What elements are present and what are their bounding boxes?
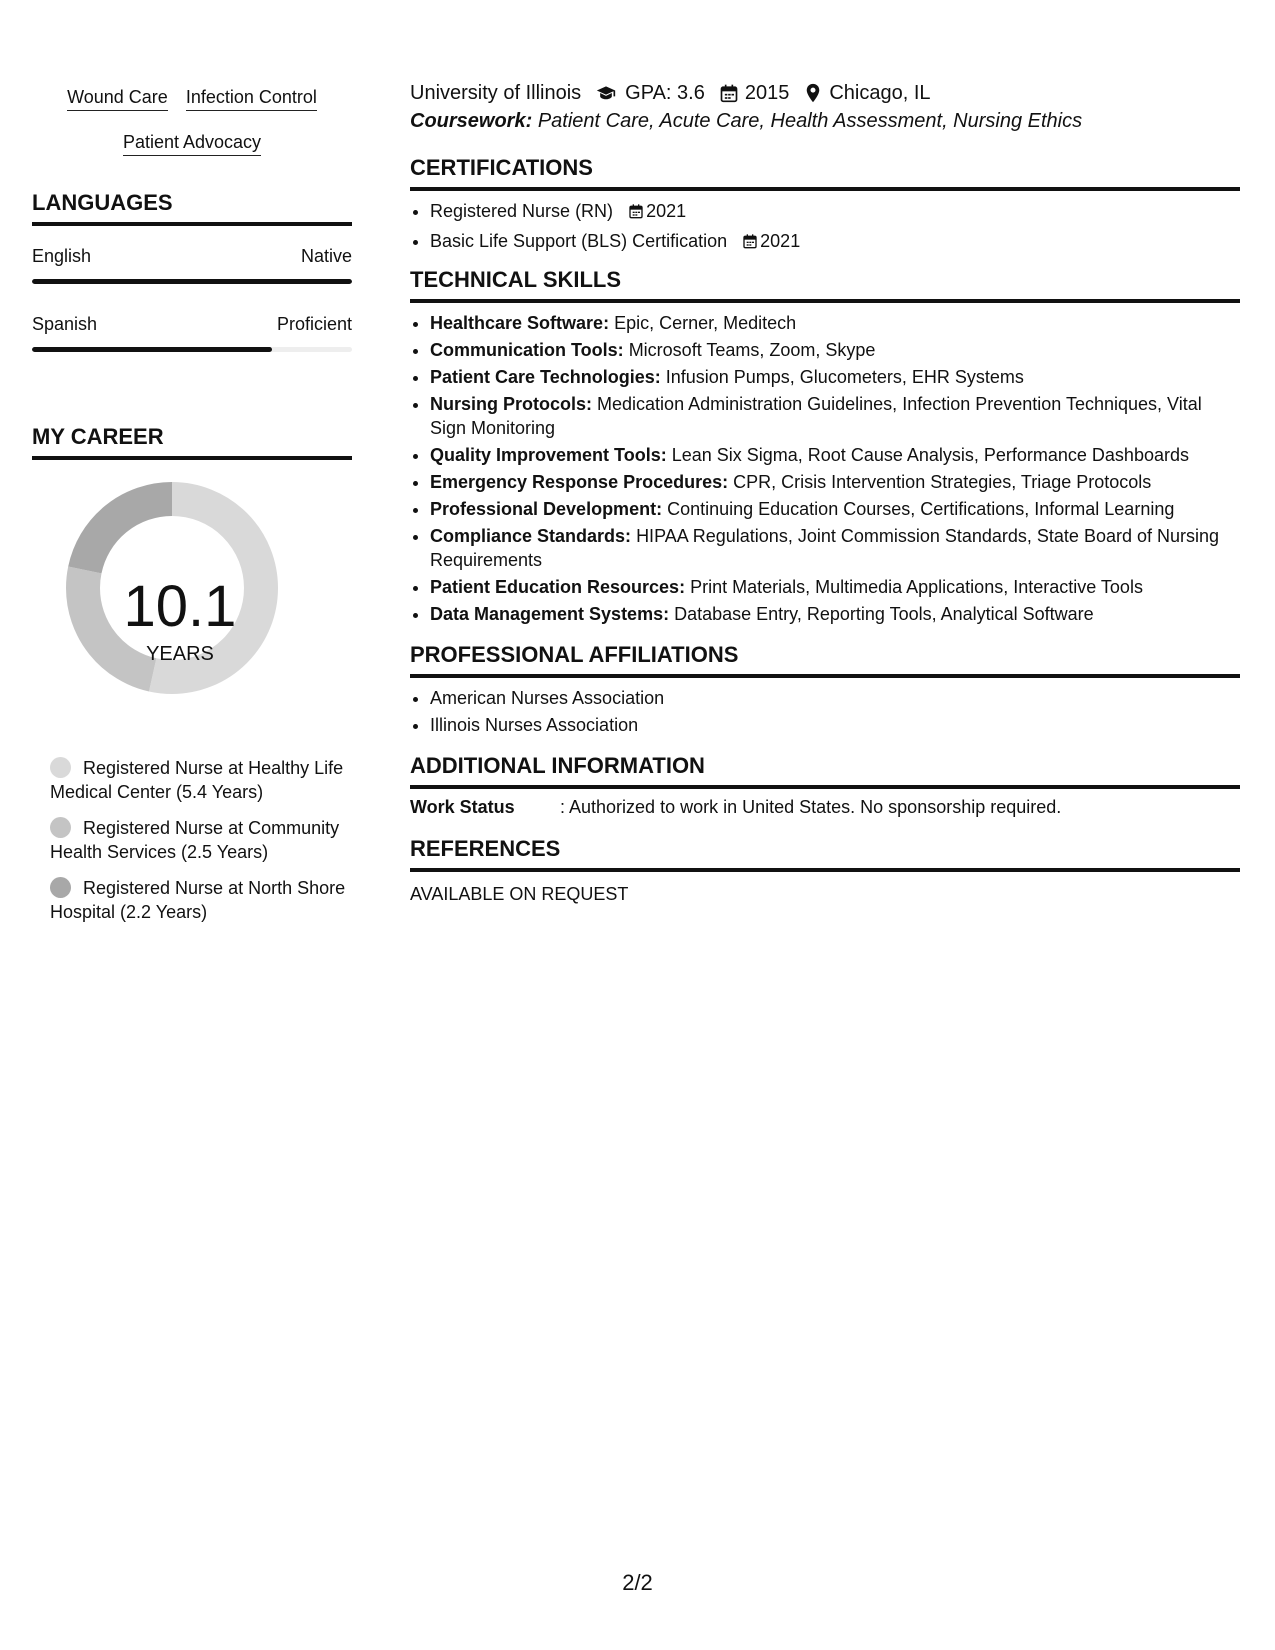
skill-item — [430, 311, 1240, 335]
skill-item — [430, 575, 1240, 599]
language-proficiency-fill — [32, 279, 352, 284]
career-legend-item — [50, 816, 352, 864]
language-proficiency-bar — [32, 347, 352, 352]
skill-category: Professional Development: — [430, 499, 663, 519]
skill-values: Microsoft Teams, Zoom, Skype — [628, 340, 876, 360]
certifications-list — [410, 199, 1240, 253]
legend-swatch — [50, 757, 71, 778]
work-status-label: Work Status — [410, 797, 515, 817]
coursework — [410, 110, 1240, 133]
skill-category: Data Management Systems: — [430, 604, 670, 624]
career-donut-chart — [32, 480, 352, 740]
career-legend-label: Registered Nurse at North Shore Hospital (2.2 Years) — [50, 878, 346, 922]
skill-category: Patient Education Resources: — [430, 577, 686, 597]
skill-category: Emergency Response Procedures: — [430, 472, 729, 492]
skill-item — [430, 470, 1240, 494]
affiliations-heading: PROFESSIONAL AFFILIATIONS — [410, 642, 1240, 678]
career-legend — [32, 756, 352, 924]
skill-tags — [32, 88, 352, 156]
education-line — [410, 78, 1240, 108]
graduation-year: 2015 — [744, 82, 790, 104]
technical-skills-list — [410, 311, 1240, 626]
skill-item — [430, 443, 1240, 467]
school-name: University of Illinois — [410, 82, 582, 104]
affiliation-item: • Illinois Nurses Association — [430, 713, 1240, 737]
skill-values: HIPAA Regulations, Joint Commission Standards, State Board of Nursing Requirements — [430, 526, 1220, 570]
technical-skills-heading: TECHNICAL SKILLS — [410, 267, 1240, 303]
language-item — [32, 246, 352, 284]
skill-tag: Patient Advocacy — [123, 133, 261, 156]
language-level: Proficient — [276, 314, 352, 334]
skill-item — [430, 338, 1240, 362]
skill-values: Epic, Cerner, Meditech — [614, 313, 797, 333]
school-location: Chicago, IL — [829, 82, 931, 104]
certification-name: Basic Life Support (BLS) Certification — [430, 231, 728, 251]
work-status-value: : Authorized to work in United States. No sponsorship required. — [560, 797, 1062, 817]
skill-values: Lean Six Sigma, Root Cause Analysis, Performance Dashboards — [671, 445, 1189, 465]
certification-item — [430, 229, 1240, 253]
skill-item — [430, 365, 1240, 389]
location-pin-icon — [803, 83, 823, 103]
page-number: 2/2 — [622, 1570, 653, 1595]
certification-name: Registered Nurse (RN) — [430, 201, 614, 221]
career-legend-label: Registered Nurse at Community Health Services (2.5 Years) — [50, 818, 340, 862]
coursework-text: Patient Care, Acute Care, Health Assessment, Nursing Ethics — [537, 110, 1083, 132]
affiliation-item: • American Nurses Association — [430, 686, 1240, 710]
calendar-icon — [742, 233, 758, 249]
skill-item — [430, 392, 1240, 440]
coursework-label: Coursework: — [410, 110, 533, 132]
skill-category: Healthcare Software: — [430, 313, 610, 333]
left-column — [32, 78, 352, 936]
career-legend-item — [50, 756, 352, 804]
skill-tag: Wound Care — [67, 88, 168, 111]
skill-values: CPR, Crisis Intervention Strategies, Triage Protocols — [733, 472, 1152, 492]
work-status-row — [410, 797, 1240, 818]
career-legend-label: Registered Nurse at Healthy Life Medical Center (5.4 Years) — [50, 758, 344, 802]
skill-category: Communication Tools: — [430, 340, 624, 360]
affiliations-list — [410, 686, 1240, 737]
references-heading: REFERENCES — [410, 836, 1240, 872]
skill-item — [430, 497, 1240, 521]
career-legend-item — [50, 876, 352, 924]
skill-values: Continuing Education Courses, Certifications, Informal Learning — [667, 499, 1175, 519]
certification-year: 2021 — [760, 231, 801, 251]
language-proficiency-bar — [32, 279, 352, 284]
legend-swatch — [50, 817, 71, 838]
language-item — [32, 314, 352, 352]
skill-category: Nursing Protocols: — [430, 394, 593, 414]
skill-values: Database Entry, Reporting Tools, Analytical Software — [674, 604, 1094, 624]
skill-category: Compliance Standards: — [430, 526, 632, 546]
skill-values: Infusion Pumps, Glucometers, EHR Systems — [665, 367, 1024, 387]
legend-swatch — [50, 877, 71, 898]
skill-tag: Infection Control — [186, 88, 317, 111]
certifications-heading: CERTIFICATIONS — [410, 155, 1240, 191]
skill-item — [430, 524, 1240, 572]
skill-values: Medication Administration Guidelines, Infection Prevention Techniques, Vital Sign Monitoring — [430, 394, 1202, 438]
language-name: Spanish — [32, 314, 98, 334]
language-name: English — [32, 246, 92, 266]
language-level: Native — [300, 246, 352, 266]
calendar-icon — [719, 83, 739, 103]
gpa: GPA: 3.6 — [625, 82, 705, 104]
skill-values: Print Materials, Multimedia Applications, Interactive Tools — [690, 577, 1143, 597]
skill-item — [430, 602, 1240, 626]
career-unit-label: YEARS — [146, 643, 214, 665]
career-heading: MY CAREER — [32, 424, 352, 460]
skill-category: Patient Care Technologies: — [430, 367, 661, 387]
certification-year: 2021 — [646, 201, 687, 221]
certification-item — [430, 199, 1240, 223]
career-total-years: 10.1 — [123, 574, 237, 639]
languages-heading: LANGUAGES — [32, 190, 352, 226]
references-text: AVAILABLE ON REQUEST — [410, 884, 629, 904]
additional-info-heading: ADDITIONAL INFORMATION — [410, 753, 1240, 789]
calendar-icon — [628, 203, 644, 219]
graduation-cap-icon — [593, 83, 619, 103]
skill-category: Quality Improvement Tools: — [430, 445, 667, 465]
right-column — [410, 78, 1240, 905]
language-proficiency-fill — [32, 347, 272, 352]
